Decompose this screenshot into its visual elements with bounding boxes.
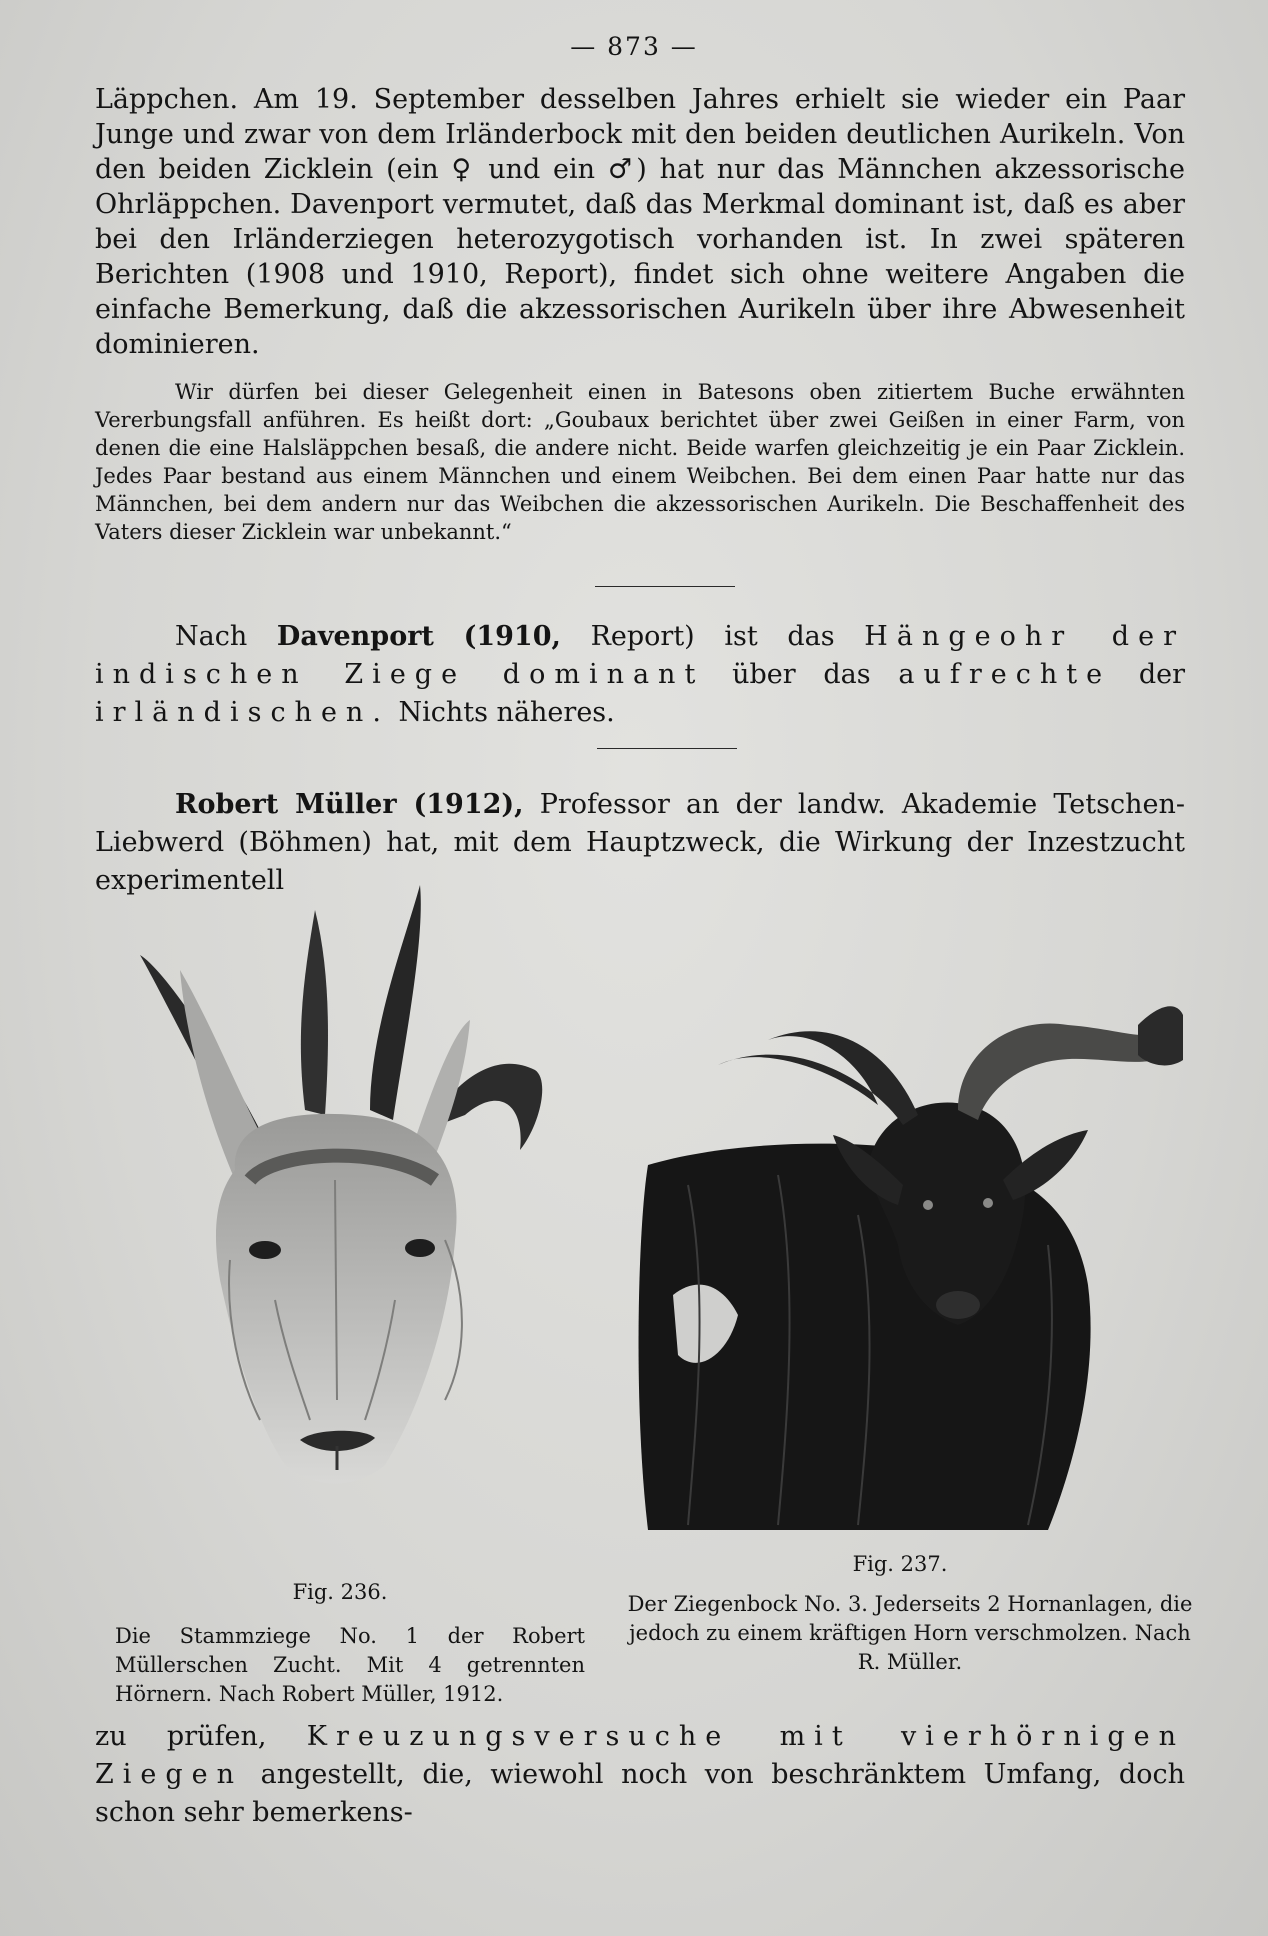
bottom-spaced: Kreuzungsversuche mit vierhörnigen Ziegen bbox=[95, 1721, 1185, 1790]
goat-buck-illustration bbox=[628, 985, 1188, 1545]
section-divider bbox=[595, 586, 735, 587]
dav-spaced-a: Hängeohr der indischen Ziege dominant bbox=[95, 621, 1185, 690]
bottom-text-b: angestellt, die, wiewohl noch von beschränktem Umfang, doch schon sehr bemerkens- bbox=[95, 1759, 1185, 1828]
figure-237-label: Fig. 237. bbox=[852, 1552, 948, 1576]
dav-text-e: Nichts näheres. bbox=[398, 697, 615, 728]
main-paragraph bbox=[95, 82, 1185, 362]
goat-head-illustration bbox=[125, 880, 565, 1495]
section-divider bbox=[597, 748, 737, 749]
bottom-text-a: zu prüfen, bbox=[95, 1721, 267, 1752]
quoted-paragraph-text: Wir dürfen bei dieser Gelegenheit einen in Batesons oben zitiertem Buche erwähnten Vererbungsfall anführen. Es heißt dort: „Goubaux berichtet über zwei Geißen in einer Farm, von denen die eine Halsläppchen besaß, die andere nicht. Beide warfen gleichzeitig je ein Paar Zicklein. Jedes Paar bestand aus einem Männchen und einem Weibchen. Bei dem einen Paar hatte nur das Männchen, bei dem andern nur das Weibchen die akzessorischen Aurikeln. Die Beschaffenheit des Vaters dieser Zicklein war unbekannt.“ bbox=[95, 380, 1185, 544]
dav-year: (1910, bbox=[463, 621, 561, 652]
figure-236-caption: Die Stammziege No. 1 der Robert Müllerschen Zucht. Mit 4 getrennten Hörnern. Nach Robert Müller, 1912. bbox=[115, 1624, 585, 1706]
page-number: — 873 — bbox=[570, 32, 698, 61]
mueller-text: Professor an der landw. Akademie Tetschen-Liebwerd (Böhmen) hat, mit dem Hauptzweck, die Wirkung der Inzestzucht experimentell bbox=[95, 789, 1185, 896]
dav-text-a: Nach bbox=[175, 621, 248, 652]
dav-spaced-b: aufrechte bbox=[898, 659, 1112, 690]
figure-236-label: Fig. 236. bbox=[292, 1580, 388, 1604]
mueller-author: Robert Müller (1912), bbox=[175, 789, 524, 820]
dav-author: Davenport bbox=[276, 621, 434, 652]
bottom-paragraph bbox=[95, 1718, 1185, 1832]
davenport-paragraph bbox=[95, 618, 1185, 732]
quoted-paragraph bbox=[95, 378, 1185, 546]
dav-text-d: der bbox=[1138, 659, 1185, 690]
main-paragraph-text: Läppchen. Am 19. September desselben Jahres erhielt sie wieder ein Paar Junge und zwar von dem Irländerbock mit den beiden deutlichen Aurikeln. Von den beiden Zicklein (ein ♀ und ein ♂) hat nur das Männchen akzessorische Ohrläppchen. Davenport vermutet, daß das Merkmal dominant ist, daß es aber bei den Irländerziegen heterozygotisch vorhanden ist. In zwei späteren Berichten (1908 und 1910, Report), findet sich ohne weitere Angaben die einfache Bemerkung, daß die akzessorischen Aurikeln über ihre Abwesenheit dominieren. bbox=[95, 84, 1185, 360]
dav-text-b: Report) ist das bbox=[590, 621, 835, 652]
dav-text-c: über das bbox=[732, 659, 871, 690]
figure-237-caption: Der Ziegenbock No. 3. Jederseits 2 Hornanlagen, die jedoch zu einem kräftigen Horn verschmolzen. Nach R. Müller. bbox=[627, 1592, 1193, 1674]
dav-spaced-c: irländischen. bbox=[95, 697, 390, 728]
